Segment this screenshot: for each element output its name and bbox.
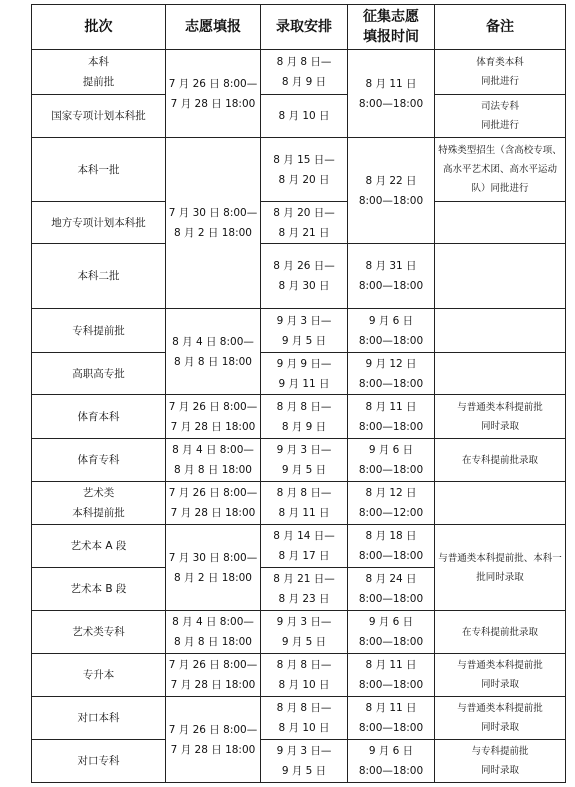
table-row bbox=[32, 439, 566, 482]
fill-cell: 8 月 4 日 8:00— 8 月 8 日 18:00 bbox=[166, 611, 261, 654]
table-row bbox=[32, 353, 566, 395]
solicit-cell: 8 月 12 日 8:00—12:00 bbox=[348, 482, 435, 525]
admit-cell: 8 月 8 日— 8 月 11 日 bbox=[261, 482, 348, 525]
header-admission: 录取安排 bbox=[261, 5, 348, 50]
header-batch: 批次 bbox=[32, 5, 166, 50]
note-cell-empty bbox=[435, 202, 566, 244]
admit-cell: 8 月 20 日— 8 月 21 日 bbox=[261, 202, 348, 244]
note-cell: 与普通类本科提前批、本科一 批同时录取 bbox=[435, 525, 566, 611]
admit-cell: 8 月 8 日— 8 月 10 日 bbox=[261, 654, 348, 697]
admit-cell: 8 月 26 日— 8 月 30 日 bbox=[261, 244, 348, 309]
header-row bbox=[32, 5, 566, 50]
table-row bbox=[32, 482, 566, 525]
note-cell: 体育类本科 同批进行 bbox=[435, 50, 566, 95]
fill-cell: 7 月 26 日 8:00— 7 月 28 日 18:00 bbox=[166, 395, 261, 439]
table-row bbox=[32, 244, 566, 309]
table-row bbox=[32, 611, 566, 654]
admit-cell: 8 月 8 日— 8 月 9 日 bbox=[261, 395, 348, 439]
header-solicit: 征集志愿 填报时间 bbox=[348, 5, 435, 50]
header-fill: 志愿填报 bbox=[166, 5, 261, 50]
note-cell: 与专科提前批 同时录取 bbox=[435, 740, 566, 783]
batch-cell: 对口专科 bbox=[32, 740, 166, 783]
table-row bbox=[32, 740, 566, 783]
note-cell: 司法专科 同批进行 bbox=[435, 95, 566, 138]
solicit-cell: 9 月 12 日 8:00—18:00 bbox=[348, 353, 435, 395]
batch-cell: 高职高专批 bbox=[32, 353, 166, 395]
fill-cell: 8 月 4 日 8:00— 8 月 8 日 18:00 bbox=[166, 309, 261, 395]
batch-cell: 地方专项计划本科批 bbox=[32, 202, 166, 244]
note-cell-empty bbox=[435, 482, 566, 525]
table-row bbox=[32, 138, 566, 202]
batch-cell: 国家专项计划本科批 bbox=[32, 95, 166, 138]
batch-cell: 艺术类专科 bbox=[32, 611, 166, 654]
batch-cell: 体育专科 bbox=[32, 439, 166, 482]
fill-cell: 7 月 26 日 8:00— 7 月 28 日 18:00 bbox=[166, 482, 261, 525]
admit-cell: 8 月 10 日 bbox=[261, 95, 348, 138]
header-notes: 备注 bbox=[435, 5, 566, 50]
solicit-cell: 9 月 6 日 8:00—18:00 bbox=[348, 740, 435, 783]
admit-cell: 8 月 21 日— 8 月 23 日 bbox=[261, 568, 348, 611]
solicit-cell: 8 月 31 日 8:00—18:00 bbox=[348, 244, 435, 309]
solicit-cell: 9 月 6 日 8:00—18:00 bbox=[348, 439, 435, 482]
fill-cell: 7 月 26 日 8:00— 7 月 28 日 18:00 bbox=[166, 50, 261, 138]
admit-cell: 9 月 9 日— 9 月 11 日 bbox=[261, 353, 348, 395]
note-cell-empty bbox=[435, 244, 566, 309]
solicit-cell: 8 月 11 日 8:00—18:00 bbox=[348, 654, 435, 697]
fill-cell: 7 月 26 日 8:00— 7 月 28 日 18:00 bbox=[166, 654, 261, 697]
batch-cell: 体育本科 bbox=[32, 395, 166, 439]
solicit-cell: 8 月 22 日 8:00—18:00 bbox=[348, 138, 435, 244]
note-cell: 在专科提前批录取 bbox=[435, 611, 566, 654]
batch-cell: 艺术本 A 段 bbox=[32, 525, 166, 568]
batch-cell: 专升本 bbox=[32, 654, 166, 697]
admit-cell: 9 月 3 日— 9 月 5 日 bbox=[261, 439, 348, 482]
table-row bbox=[32, 309, 566, 353]
batch-cell: 对口本科 bbox=[32, 697, 166, 740]
table-row bbox=[32, 654, 566, 697]
admit-cell: 9 月 3 日— 9 月 5 日 bbox=[261, 740, 348, 783]
note-cell: 与普通类本科提前批 同时录取 bbox=[435, 395, 566, 439]
admit-cell: 9 月 3 日— 9 月 5 日 bbox=[261, 611, 348, 654]
solicit-cell: 8 月 11 日 8:00—18:00 bbox=[348, 395, 435, 439]
batch-cell: 专科提前批 bbox=[32, 309, 166, 353]
solicit-cell: 8 月 11 日 8:00—18:00 bbox=[348, 697, 435, 740]
batch-cell: 本科二批 bbox=[32, 244, 166, 309]
note-cell: 在专科提前批录取 bbox=[435, 439, 566, 482]
note-cell: 与普通类本科提前批 同时录取 bbox=[435, 654, 566, 697]
batch-cell: 本科 提前批 bbox=[32, 50, 166, 95]
batch-cell: 本科一批 bbox=[32, 138, 166, 202]
admit-cell: 9 月 3 日— 9 月 5 日 bbox=[261, 309, 348, 353]
fill-cell: 8 月 4 日 8:00— 8 月 8 日 18:00 bbox=[166, 439, 261, 482]
table-row bbox=[32, 697, 566, 740]
batch-cell: 艺术类 本科提前批 bbox=[32, 482, 166, 525]
batch-cell: 艺术本 B 段 bbox=[32, 568, 166, 611]
solicit-cell: 8 月 18 日 8:00—18:00 bbox=[348, 525, 435, 568]
note-cell: 与普通类本科提前批 同时录取 bbox=[435, 697, 566, 740]
solicit-cell: 9 月 6 日 8:00—18:00 bbox=[348, 309, 435, 353]
table-row bbox=[32, 50, 566, 95]
fill-cell: 7 月 30 日 8:00— 8 月 2 日 18:00 bbox=[166, 138, 261, 309]
note-cell: 特殊类型招生（含高校专项、 高水平艺术团、高水平运动 队）同批进行 bbox=[435, 138, 566, 202]
admit-cell: 8 月 15 日— 8 月 20 日 bbox=[261, 138, 348, 202]
admit-cell: 8 月 14 日— 8 月 17 日 bbox=[261, 525, 348, 568]
table-row bbox=[32, 202, 566, 244]
solicit-cell: 8 月 11 日 8:00—18:00 bbox=[348, 50, 435, 138]
solicit-cell: 9 月 6 日 8:00—18:00 bbox=[348, 611, 435, 654]
note-cell-empty bbox=[435, 309, 566, 353]
admit-cell: 8 月 8 日— 8 月 10 日 bbox=[261, 697, 348, 740]
fill-cell: 7 月 30 日 8:00— 8 月 2 日 18:00 bbox=[166, 525, 261, 611]
table-row bbox=[32, 395, 566, 439]
table-row bbox=[32, 95, 566, 138]
note-cell-empty bbox=[435, 353, 566, 395]
admit-cell: 8 月 8 日— 8 月 9 日 bbox=[261, 50, 348, 95]
table-row bbox=[32, 525, 566, 568]
fill-cell: 7 月 26 日 8:00— 7 月 28 日 18:00 bbox=[166, 697, 261, 783]
solicit-cell: 8 月 24 日 8:00—18:00 bbox=[348, 568, 435, 611]
admission-schedule-table bbox=[31, 4, 566, 783]
